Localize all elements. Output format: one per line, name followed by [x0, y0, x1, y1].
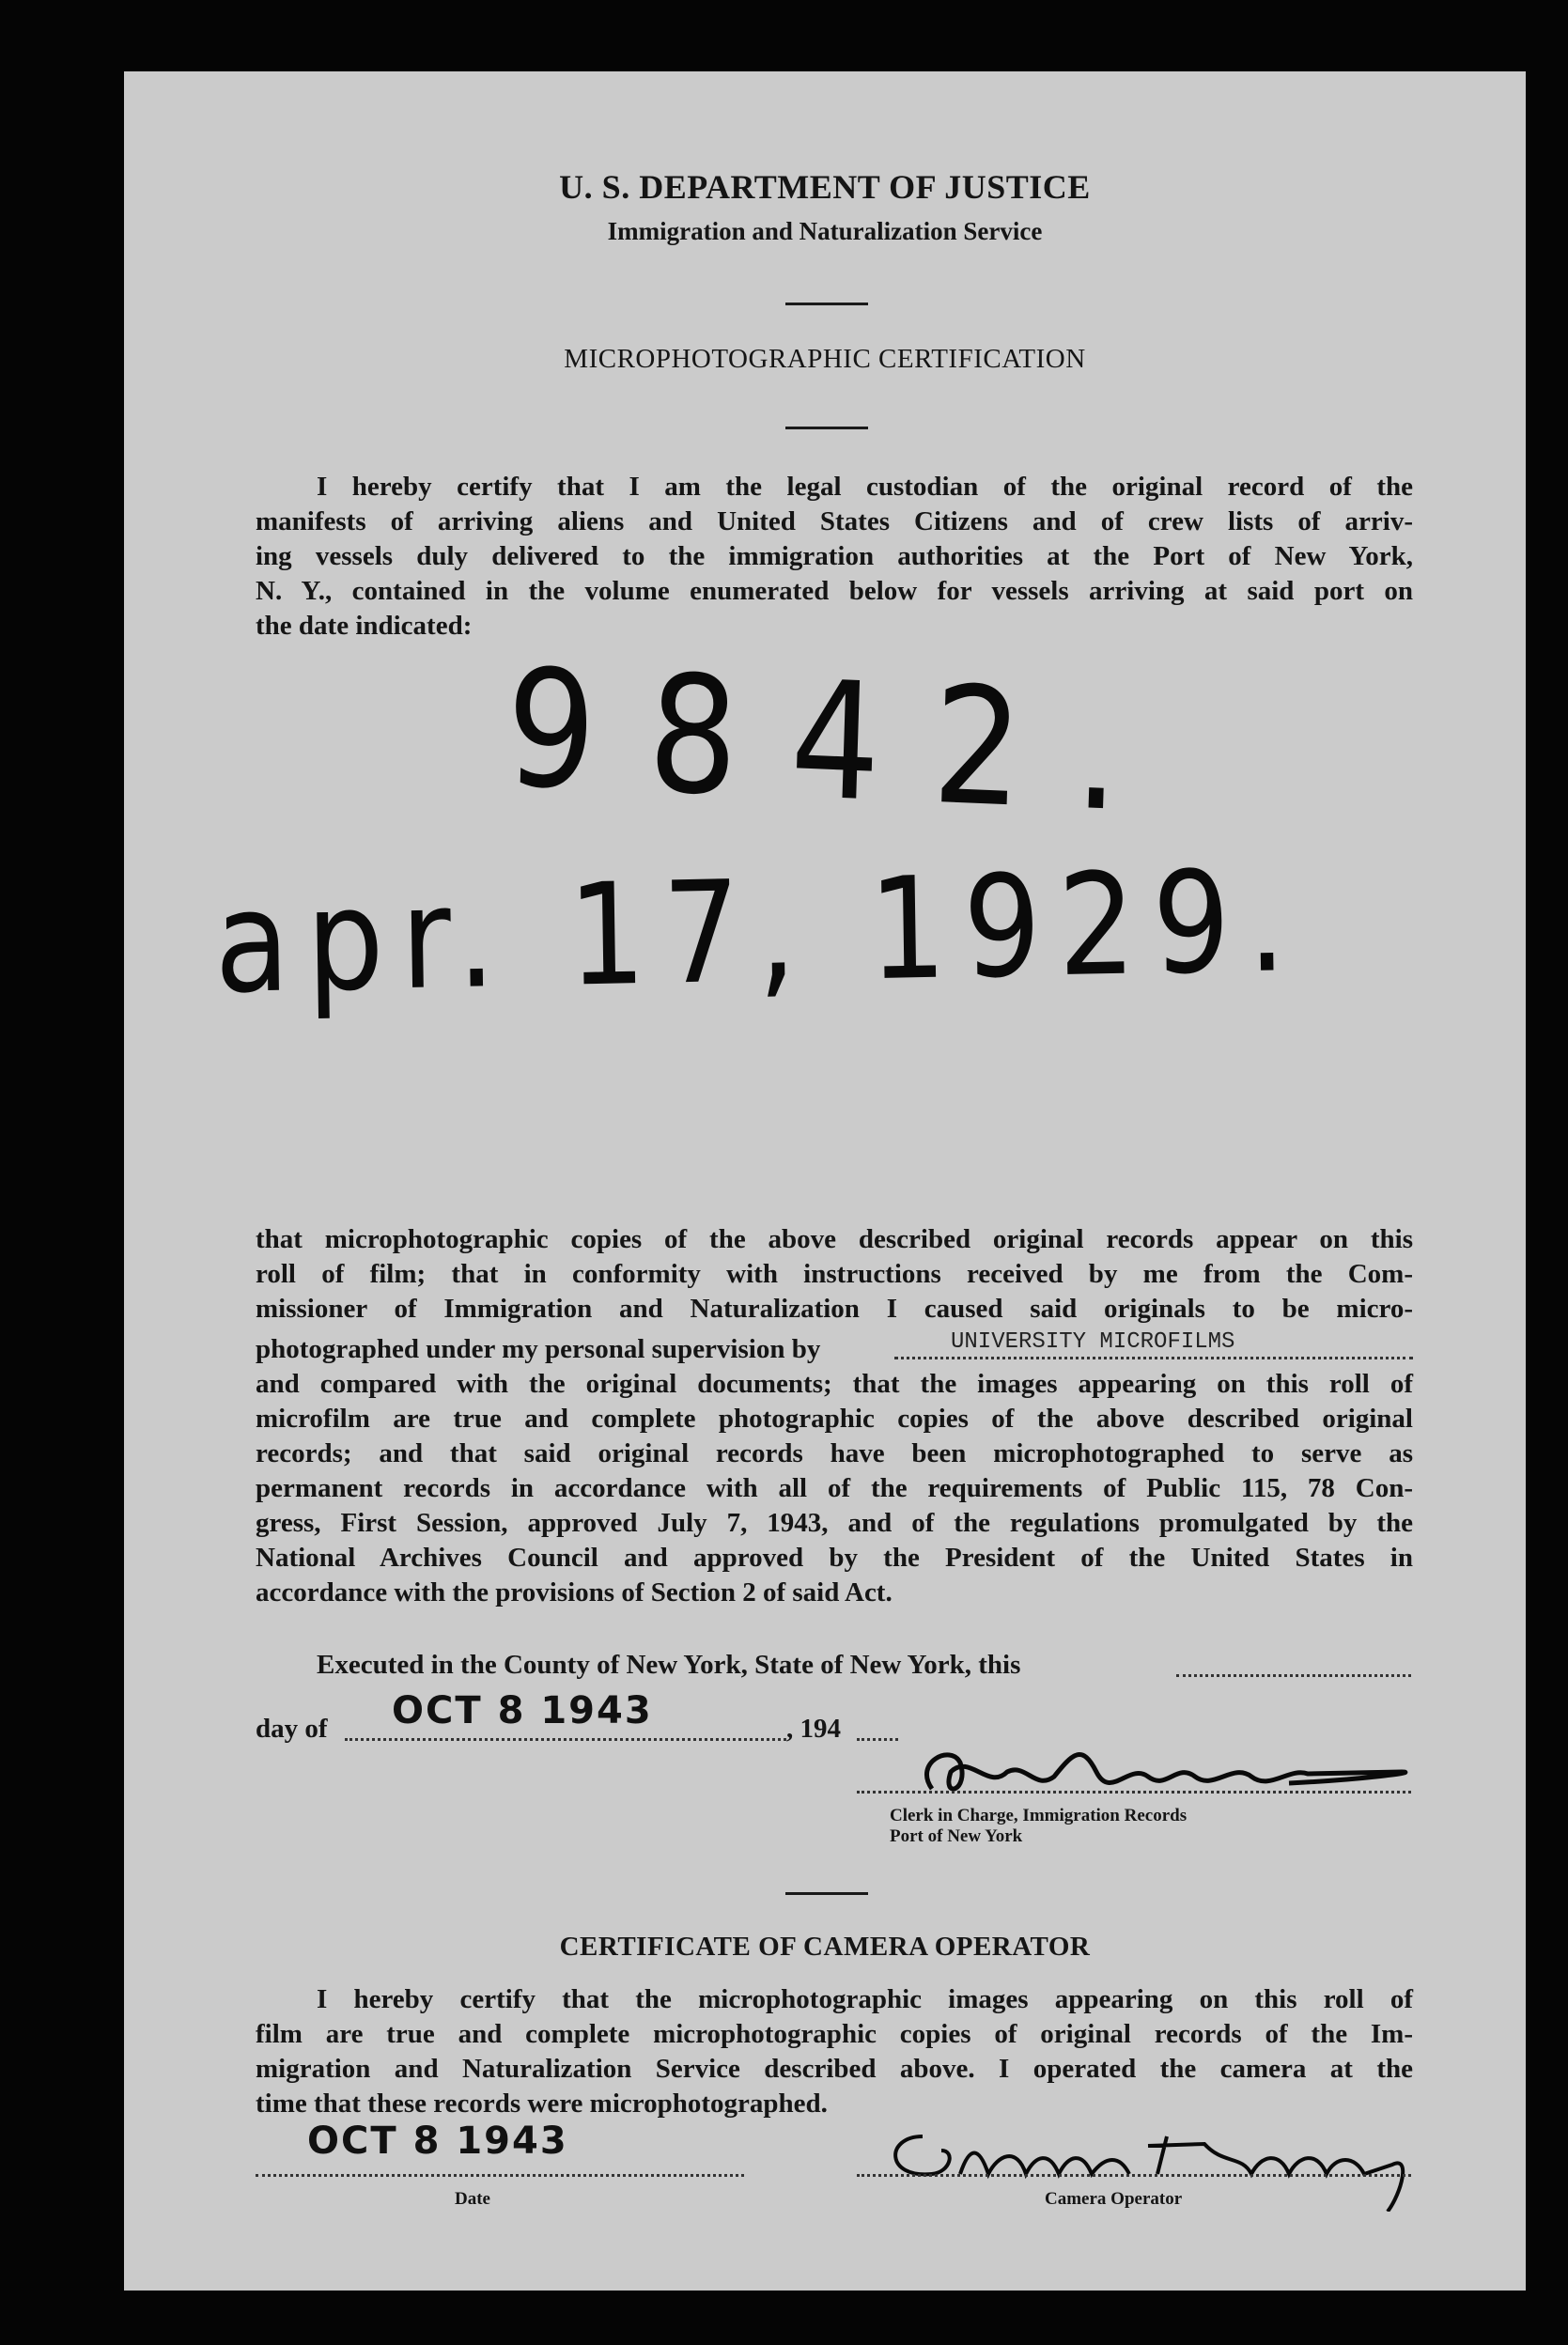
service-subheading: Immigration and Naturalization Service — [607, 217, 1043, 245]
clerk-location: Port of New York — [890, 1826, 1023, 1846]
dotted-fill-line — [857, 1738, 898, 1741]
dotted-fill-line — [345, 1738, 786, 1741]
paragraph-line: records; and that said original records have been microphotographed to serve as — [256, 1438, 1413, 1468]
camera-certificate-title: CERTIFICATE OF CAMERA OPERATOR — [559, 1932, 1091, 1962]
date-line — [256, 2174, 744, 2177]
supervision-line — [256, 1329, 1413, 1367]
paragraph-line: migration and Naturalization Service described above. I operated the camera at the — [256, 2054, 1413, 2084]
divider-rule — [785, 303, 868, 305]
certification-title: MICROPHOTOGRAPHIC CERTIFICATION — [564, 344, 1086, 374]
copies-paragraph — [256, 1222, 1413, 1610]
camera-operator-line — [857, 2174, 1411, 2177]
supervision-text: photographed under my personal supervision by — [256, 1334, 821, 1364]
paragraph-line: I hereby certify that the microphotographic images appearing on this roll of — [317, 1984, 1413, 2014]
paragraph-line: National Archives Council and approved by the President of the United States in — [256, 1543, 1413, 1573]
paragraph-line: I hereby certify that I am the legal custodian of the original record of the — [317, 472, 1413, 502]
camera-operator-label: Camera Operator — [1045, 2189, 1183, 2209]
executed-line — [317, 1650, 1020, 1681]
custodian-paragraph — [256, 470, 1413, 644]
paragraph-line: the date indicated: — [256, 611, 473, 641]
divider-rule — [785, 1892, 868, 1895]
paragraph-line: microfilm are true and complete photographic copies of the above described original — [256, 1404, 1413, 1434]
typed-microfilm-company: UNIVERSITY MICROFILMS — [951, 1329, 1235, 1355]
handwritten-arrival-date: apr. 17, 1929. — [213, 838, 1305, 1025]
clerk-signature-line — [857, 1791, 1411, 1794]
certificate-sheet — [124, 71, 1526, 2291]
department-heading: U. S. DEPARTMENT OF JUSTICE — [559, 168, 1091, 206]
paragraph-line: missioner of Immigration and Naturalization I caused said originals to be micro- — [256, 1294, 1413, 1324]
day-of-label: day of — [256, 1714, 328, 1744]
paragraph-line: manifests of arriving aliens and United States Citizens and of crew lists of arriv- — [256, 506, 1413, 536]
divider-rule — [785, 427, 868, 429]
clerk-title: Clerk in Charge, Immigration Records — [890, 1806, 1188, 1825]
paragraph-line: film are true and complete microphotographic copies of original records of the Im- — [256, 2019, 1413, 2049]
clerk-signature — [894, 1734, 1477, 1809]
executed-text: Executed in the County of New York, State of New York, this — [317, 1650, 1021, 1680]
camera-date-stamp: OCT 8 1943 — [307, 2120, 568, 2163]
handwritten-volume-number: 9842. — [503, 635, 1175, 850]
camera-paragraph — [256, 1982, 1413, 2121]
date-label: Date — [455, 2189, 490, 2209]
paragraph-line: N. Y., contained in the volume enumerated below for vessels arriving at said port on — [256, 576, 1413, 606]
paragraph-line: accordance with the provisions of Section 2 of said Act. — [256, 1577, 893, 1607]
paragraph-line: permanent records in accordance with all of the requirements of Public 115, 78 Con- — [256, 1473, 1413, 1503]
paragraph-line: and compared with the original documents; that the images appearing on this roll of — [256, 1369, 1413, 1399]
paragraph-line: roll of film; that in conformity with instructions received by me from the Com- — [256, 1259, 1413, 1289]
year-prefix: , 194 — [786, 1714, 841, 1744]
paragraph-line: time that these records were microphotographed. — [256, 2089, 828, 2119]
paragraph-line: gress, First Session, approved July 7, 1943, and of the regulations promulgated by the — [256, 1508, 1413, 1538]
paragraph-line: ing vessels duly delivered to the immigration authorities at the Port of New York, — [256, 541, 1413, 571]
oct-date-stamp: OCT 8 1943 — [392, 1689, 653, 1732]
dotted-fill-line — [1176, 1674, 1411, 1677]
paragraph-line: that microphotographic copies of the above described original records appear on this — [256, 1224, 1413, 1254]
